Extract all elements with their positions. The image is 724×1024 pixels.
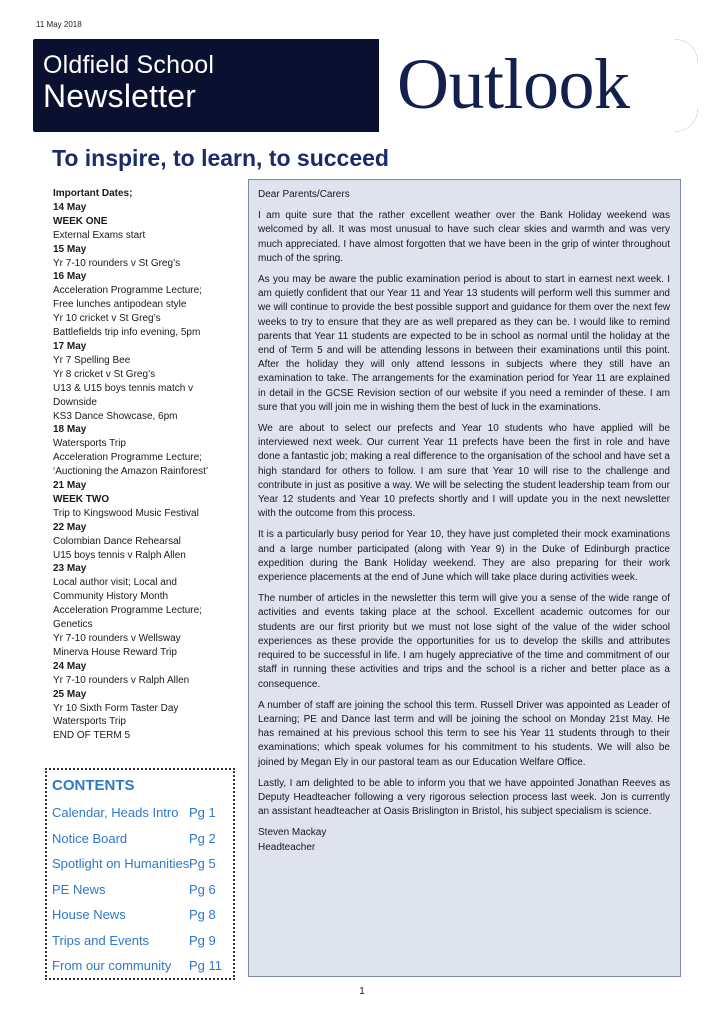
contents-item[interactable] (52, 928, 233, 954)
contents-item[interactable] (52, 851, 233, 877)
date-event: Yr 10 cricket v St Greg’s (53, 313, 161, 325)
date-event: Acceleration Programme Lecture; (53, 605, 202, 617)
date-event: Watersports Trip (53, 716, 126, 728)
date-heading: WEEK ONE (53, 215, 108, 227)
contents-item-title: Notice Board (52, 830, 128, 846)
contents-item[interactable] (52, 800, 233, 826)
letter-sign-name: Steven Mackay (258, 827, 327, 839)
date-event: END OF TERM 5 (53, 730, 131, 742)
date-event: ‘Auctioning the Amazon Rainforest’ (53, 466, 209, 478)
date-event: Colombian Dance Rehearsal (53, 535, 181, 547)
date-heading: 17 May (53, 340, 87, 352)
date-event: Yr 7 Spelling Bee (53, 354, 131, 366)
date-event: Acceleration Programme Lecture; (53, 285, 202, 297)
date-event: Free lunches antipodean style (53, 299, 187, 311)
date-heading: WEEK TWO (53, 493, 110, 505)
date-event: Trip to Kingswood Music Festival (53, 507, 199, 519)
letter-body (258, 209, 670, 819)
date-event: U15 boys tennis v Ralph Allen (53, 549, 186, 561)
masthead-line-2: Newsletter (43, 78, 197, 114)
important-dates-list (53, 187, 243, 743)
date-heading: 15 May (53, 243, 87, 255)
contents-item-title: Spotlight on Humanities (52, 856, 190, 871)
date-event: Yr 7-10 rounders v Wellsway (53, 633, 181, 644)
letter-sign-role: Headteacher (258, 841, 316, 853)
contents-item-page: Pg 6 (189, 881, 216, 897)
date-event: U13 & U15 boys tennis match v (53, 382, 194, 394)
date-event: Local author visit; Local and (53, 577, 177, 589)
date-heading: 14 May (53, 201, 87, 213)
date-heading: 25 May (53, 688, 87, 700)
date-event: Minerva House Reward Trip (53, 646, 177, 658)
contents-item-title: House News (52, 907, 126, 922)
contents-item[interactable] (52, 953, 233, 979)
contents-item-page: Pg 1 (189, 805, 216, 820)
issue-date: 11 May 2018 (36, 20, 82, 29)
contents-item-page: Pg 11 (189, 958, 223, 973)
date-event: Battlefields trip info evening, 5pm (53, 327, 201, 339)
date-event: Yr 7-10 rounders v Ralph Allen (53, 674, 190, 686)
contents-item-page: Pg 2 (189, 830, 216, 846)
school-motto: To inspire, to learn, to succeed (52, 145, 389, 171)
date-event: Yr 7-10 rounders v St Greg’s (53, 257, 181, 269)
contents-item-title: Trips and Events (52, 932, 150, 948)
contents-list (52, 800, 233, 979)
date-heading: 23 May (53, 563, 87, 575)
masthead-school-name (43, 51, 214, 113)
contents-item-page: Pg 5 (189, 856, 216, 871)
masthead-title-panel (379, 39, 698, 132)
contents-heading: CONTENTS (52, 777, 135, 794)
date-event: Genetics (53, 619, 93, 631)
letter-paragraph: A number of staff are joining the school this term. Russell Driver was appointed as Leader of Learning; PE and Dance last term and will be joining the school on Monday 21st May. He has remained at his previous school this term to see his Year 11 students through to their examinations; which speak volumes for his commitment to his students. We will also be joined by Megan Ely in our pastoral team as our Education Welfare Office. (258, 699, 670, 768)
date-event: Acceleration Programme Lecture; (53, 452, 202, 464)
date-event: Yr 10 Sixth Form Taster Day (53, 702, 179, 714)
date-heading: 21 May (53, 480, 87, 492)
date-heading: 24 May (53, 660, 87, 672)
letter-paragraph: We are about to select our prefects and Year 10 students who have applied will be interviewed next week. Our current Year 11 prefects have been the first in role and have done a fantastic job; making a real difference to the organisation of the school and have set a high standard for others to follow. I am sure that Year 10 will rise to the challenge and contribute in just as positive a way. We will be selecting the student leadership team from our Year 12 students and Year 10 prefects shortly and I will update you in the next newsletter with the outcome from this process. (258, 423, 670, 520)
date-heading: 18 May (53, 424, 87, 436)
masthead-title: Outlook (397, 44, 630, 124)
contents-item-page: Pg 9 (189, 932, 216, 948)
headteacher-letter (248, 179, 681, 977)
contents-item[interactable] (52, 877, 233, 903)
contents-box (45, 768, 235, 980)
contents-item-title: PE News (52, 881, 106, 897)
date-event: KS3 Dance Showcase, 6pm (53, 410, 178, 422)
date-event: Downside (53, 396, 97, 408)
contents-item-title: Calendar, Heads Intro (52, 805, 179, 820)
letter-paragraph: As you may be aware the public examination period is about to start in earnest next week. I am quietly confident that our Year 11 and Year 13 students will perform well this summer and we will continue to provide the best possible support and guidance for them over the next few weeks to try to ensure that they are as well prepared as they can be. I would like to remind parents that Year 11 students are expected to be in school as normal until the holiday at the end of Term 5 and will be attending lessons in between their examinations until this point. After the holiday they will only attend lessons in subjects where they still have an examination to take. The arrangements for the examination period for Year 11 are explained in detail in the GCSE Revision section of our website if you need a reminder of these. I am sure that you will join me in wishing them the best of luck in the examinations. (258, 274, 670, 413)
contents-item-title: From our community (52, 958, 172, 973)
letter-paragraph: I am quite sure that the rather excellent weather over the Bank Holiday weekend was welcomed by all. It was most unusual to have such clear skies and warmth and was very much appreciated. I have almost forgotten that we have been in the grip of winter throughout much of the spring. (258, 210, 670, 264)
contents-item[interactable] (52, 902, 233, 928)
letter-paragraph: Lastly, I am delighted to be able to inform you that we have appointed Jonathan Reeves as Deputy Headteacher following a very rigorous selection process last week. Jon is currently an assistant headteacher at Oasis Brislington in Bristol, his subject specialism is science. (258, 777, 670, 818)
page-number: 1 (359, 986, 365, 997)
date-heading: 16 May (53, 271, 87, 283)
date-event: Yr 8 cricket v St Greg’s (53, 368, 156, 380)
letter-salutation: Dear Parents/Carers (258, 189, 350, 200)
date-event: Community History Month (53, 591, 169, 603)
masthead-banner (33, 39, 698, 132)
date-event: Watersports Trip (53, 438, 126, 450)
contents-item-page: Pg 8 (189, 907, 216, 922)
letter-paragraph: The number of articles in the newsletter this term will give you a sense of the wide range of activities and events taking place at the school. Excellent academic outcomes for our students are our first priority but we must not lose sight of the value of the wider school experiences as these provide the opportunities for us to develop the skills and attributes required to be successful in life. I am hugely appreciative of the time and commitment of our staff in running these activities and trips and the school is a richer and better place as a consequence. (258, 593, 670, 690)
date-heading: Important Dates; (53, 188, 133, 199)
contents-item[interactable] (52, 826, 233, 852)
date-heading: 22 May (53, 521, 87, 533)
letter-paragraph: It is a particularly busy period for Year 10, they have just completed their mock examinations and a large number participated (along with Year 9) in the Duke of Edinburgh practice expedition during the Bank Holiday weekend. They are also preparing for their work experience placements at the end of June which will take place during activities week. (258, 529, 670, 584)
date-event: External Exams start (53, 229, 146, 241)
masthead-line-1: Oldfield School (43, 51, 215, 79)
